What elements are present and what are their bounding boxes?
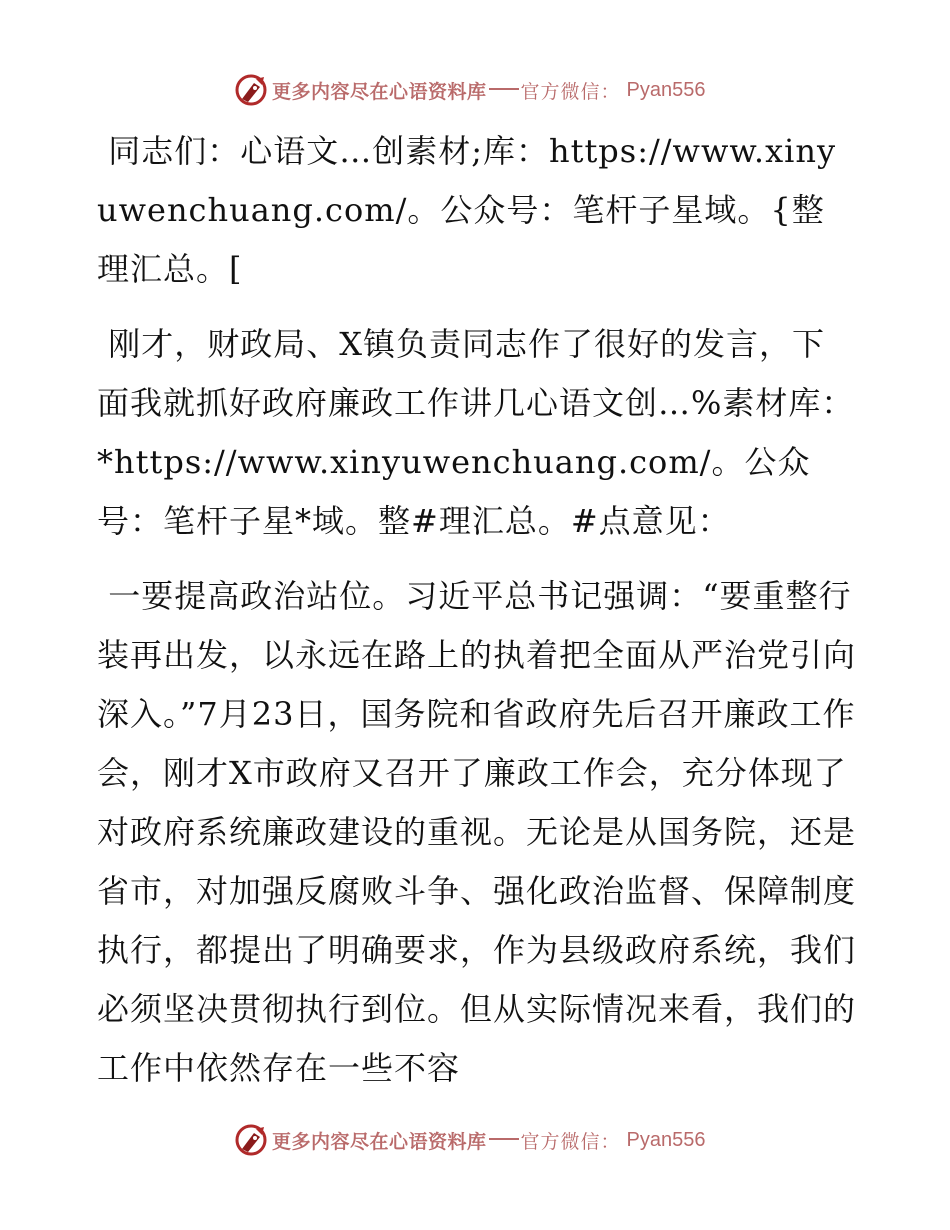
paragraph-greeting: 同志们：心语文…创素材;库：https://www.xinyuwenchuang.com/。公众号：笔杆子星域。{整理汇总。[	[97, 132, 837, 288]
footer-promo-text: 更多内容尽在心语资料库	[272, 1130, 487, 1153]
pen-nib-logo-icon	[234, 1123, 268, 1157]
footer-wechat-id: Pyan556	[626, 1128, 706, 1151]
paragraph-point-one: 一要提高政治站位。习近平总书记强调：“要重整行装再出发，以永远在路上的执着把全面从严治党引向深入。”7月23日，国务院和省政府先后召开廉政工作会，刚才X市政府又召开了廉政工作会，充分体现了对政府系统廉政建设的重视。无论是从国务院，还是省市，对加强反腐败斗争、强化政治监督、保障制度执行，都提出了明确要求，作为县级政府系统，我们必须坚决贯彻执行到位。但从实际情况来看，我们的工作中依然存在一些不容	[97, 577, 857, 1087]
paragraph-intro: 刚才，财政局、X镇负责同志作了很好的发言，下面我就抓好政府廉政工作讲几心语文创…%素材库：*https://www.xinyuwenchuang.com/。公众号：笔杆子星*域。整#理汇总。#点意见：	[97, 325, 855, 540]
header-divider	[489, 88, 519, 90]
header-official-label: 官方微信：	[520, 80, 621, 103]
footer-divider	[489, 1138, 519, 1140]
header-banner	[234, 72, 706, 108]
header-wechat-id: Pyan556	[626, 78, 706, 101]
header-promo-text: 更多内容尽在心语资料库	[272, 80, 487, 103]
footer-official-label: 官方微信：	[520, 1130, 621, 1153]
pen-nib-logo-icon	[234, 73, 268, 107]
footer-banner	[234, 1122, 706, 1158]
document-body	[97, 122, 857, 1114]
